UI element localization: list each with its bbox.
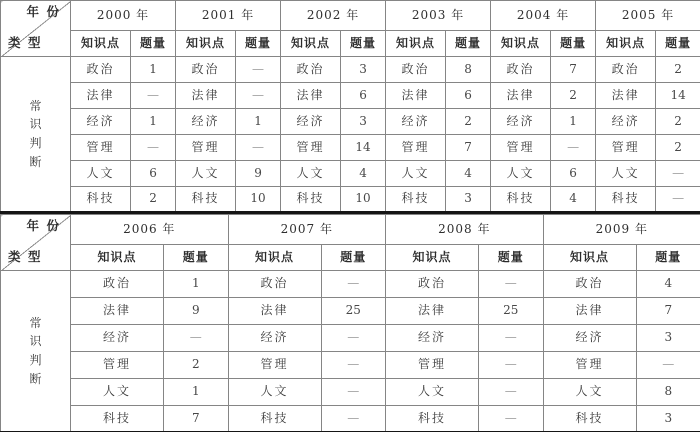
knowledge-point-cell: 经济 [386, 109, 446, 135]
quantity-cell: 25 [321, 298, 386, 325]
knowledge-point-cell: 管理 [491, 135, 551, 161]
year-header-cell: 2003 年 [386, 1, 491, 31]
knowledge-point-cell: 政治 [543, 271, 636, 298]
knowledge-point-cell: 人文 [176, 161, 236, 187]
quantity-cell: 8 [636, 379, 700, 406]
category-cell [1, 57, 71, 213]
knowledge-point-cell: 经济 [386, 325, 479, 352]
category-vertical-label: 常识判断 [29, 98, 42, 169]
quantity-cell: 14 [341, 135, 386, 161]
knowledge-point-cell: 管理 [71, 135, 131, 161]
quantity-cell: 2 [131, 187, 176, 213]
category-cell [1, 271, 71, 432]
quantity-cell: 7 [164, 406, 229, 432]
quantity-cell: 9 [236, 161, 281, 187]
quantity-cell: — [236, 83, 281, 109]
table-row [1, 135, 700, 161]
quantity-cell: 2 [656, 57, 700, 83]
knowledge-point-cell: 政治 [596, 57, 656, 83]
knowledge-point-cell: 政治 [71, 271, 164, 298]
knowledge-point-cell: 经济 [543, 325, 636, 352]
knowledge-point-cell: 法律 [228, 298, 321, 325]
quantity-cell: 6 [131, 161, 176, 187]
year-header-cell: 2002 年 [281, 1, 386, 31]
quantity-cell: — [164, 325, 229, 352]
quantity-cell: 1 [236, 109, 281, 135]
quantity-cell: — [236, 57, 281, 83]
table-row [1, 406, 700, 432]
knowledge-point-header-cell: 知识点 [176, 31, 236, 57]
knowledge-point-cell: 经济 [281, 109, 341, 135]
knowledge-point-cell: 人文 [281, 161, 341, 187]
year-header-row [1, 215, 700, 245]
quantity-cell: — [479, 352, 544, 379]
quantity-header-cell: 题量 [551, 31, 596, 57]
diagonal-header-cell [1, 1, 71, 57]
quantity-cell: — [479, 271, 544, 298]
year-header-cell: 2000 年 [71, 1, 176, 31]
quantity-cell: 9 [164, 298, 229, 325]
table-row [1, 352, 700, 379]
quantity-cell: 3 [636, 325, 700, 352]
quantity-cell: — [321, 352, 386, 379]
diagonal-header-cell [1, 215, 71, 271]
year-header-cell: 2009 年 [543, 215, 700, 245]
quantity-header-cell: 题量 [321, 245, 386, 271]
quantity-cell: 10 [236, 187, 281, 213]
knowledge-point-header-cell: 知识点 [491, 31, 551, 57]
quantity-cell: 3 [341, 57, 386, 83]
knowledge-point-header-cell: 知识点 [228, 245, 321, 271]
quantity-cell: 1 [131, 109, 176, 135]
knowledge-point-cell: 经济 [71, 109, 131, 135]
quantity-cell: — [656, 161, 700, 187]
quantity-cell: 3 [446, 187, 491, 213]
knowledge-point-cell: 政治 [491, 57, 551, 83]
category-vertical-label: 常识判断 [29, 315, 42, 386]
knowledge-point-cell: 政治 [228, 271, 321, 298]
quantity-cell: 25 [479, 298, 544, 325]
table-row [1, 109, 700, 135]
knowledge-point-cell: 管理 [228, 352, 321, 379]
type-axis-label: 类 型 [8, 250, 43, 265]
knowledge-point-header-cell: 知识点 [596, 31, 656, 57]
knowledge-point-cell: 经济 [596, 109, 656, 135]
knowledge-point-header-cell: 知识点 [71, 245, 164, 271]
quantity-cell: 2 [551, 83, 596, 109]
knowledge-point-cell: 法律 [71, 83, 131, 109]
quantity-cell: — [636, 352, 700, 379]
quantity-cell: — [321, 406, 386, 432]
knowledge-point-cell: 法律 [596, 83, 656, 109]
table-row [1, 325, 700, 352]
table-row [1, 379, 700, 406]
knowledge-point-cell: 人文 [71, 379, 164, 406]
quantity-cell: 2 [656, 109, 700, 135]
subheader-row [1, 31, 700, 57]
knowledge-point-cell: 管理 [386, 352, 479, 379]
knowledge-point-cell: 法律 [543, 298, 636, 325]
knowledge-point-cell: 科技 [71, 406, 164, 432]
quantity-cell: — [236, 135, 281, 161]
knowledge-point-cell: 法律 [386, 83, 446, 109]
quantity-cell: — [321, 271, 386, 298]
quantity-cell: 14 [656, 83, 700, 109]
quantity-header-cell: 题量 [636, 245, 700, 271]
knowledge-point-cell: 管理 [543, 352, 636, 379]
knowledge-point-cell: 科技 [281, 187, 341, 213]
year-table-2000-2005 [0, 0, 700, 214]
quantity-cell: 1 [164, 379, 229, 406]
knowledge-point-cell: 经济 [491, 109, 551, 135]
table-row [1, 187, 700, 213]
knowledge-point-cell: 法律 [281, 83, 341, 109]
quantity-cell: 2 [164, 352, 229, 379]
knowledge-point-cell: 科技 [386, 187, 446, 213]
quantity-cell: — [321, 379, 386, 406]
knowledge-point-header-cell: 知识点 [543, 245, 636, 271]
quantity-cell: — [479, 325, 544, 352]
quantity-cell: — [479, 379, 544, 406]
table-row [1, 57, 700, 83]
knowledge-point-cell: 政治 [281, 57, 341, 83]
knowledge-point-cell: 人文 [71, 161, 131, 187]
quantity-header-cell: 题量 [131, 31, 176, 57]
year-axis-label: 年 份 [26, 219, 61, 233]
year-table-2006-2009 [0, 214, 700, 432]
quantity-cell: 1 [131, 57, 176, 83]
knowledge-point-cell: 法律 [386, 298, 479, 325]
quantity-cell: — [131, 83, 176, 109]
knowledge-point-cell: 经济 [71, 325, 164, 352]
quantity-cell: 1 [551, 109, 596, 135]
knowledge-point-cell: 人文 [596, 161, 656, 187]
knowledge-point-cell: 科技 [176, 187, 236, 213]
knowledge-point-cell: 人文 [228, 379, 321, 406]
subheader-row [1, 245, 700, 271]
knowledge-point-cell: 科技 [228, 406, 321, 432]
quantity-cell: 2 [656, 135, 700, 161]
quantity-header-cell: 题量 [236, 31, 281, 57]
quantity-cell: 4 [551, 187, 596, 213]
knowledge-point-cell: 科技 [491, 187, 551, 213]
knowledge-point-header-cell: 知识点 [386, 31, 446, 57]
knowledge-point-cell: 政治 [386, 57, 446, 83]
knowledge-point-cell: 法律 [491, 83, 551, 109]
quantity-cell: 4 [341, 161, 386, 187]
year-header-cell: 2004 年 [491, 1, 596, 31]
quantity-header-cell: 题量 [164, 245, 229, 271]
knowledge-point-header-cell: 知识点 [281, 31, 341, 57]
year-axis-label: 年 份 [26, 5, 61, 19]
knowledge-point-header-cell: 知识点 [71, 31, 131, 57]
quantity-cell: — [656, 187, 700, 213]
quantity-header-cell: 题量 [446, 31, 491, 57]
knowledge-point-cell: 科技 [386, 406, 479, 432]
year-header-row [1, 1, 700, 31]
quantity-cell: 3 [636, 406, 700, 432]
knowledge-point-cell: 政治 [176, 57, 236, 83]
quantity-header-cell: 题量 [479, 245, 544, 271]
quantity-header-cell: 题量 [341, 31, 386, 57]
knowledge-point-cell: 经济 [228, 325, 321, 352]
year-header-cell: 2005 年 [596, 1, 700, 31]
knowledge-point-cell: 经济 [176, 109, 236, 135]
knowledge-point-cell: 人文 [386, 379, 479, 406]
quantity-cell: 4 [446, 161, 491, 187]
year-header-cell: 2006 年 [71, 215, 229, 245]
knowledge-point-cell: 法律 [176, 83, 236, 109]
quantity-cell: 7 [446, 135, 491, 161]
type-axis-label: 类 型 [8, 36, 43, 51]
year-header-cell: 2001 年 [176, 1, 281, 31]
quantity-cell: 4 [636, 271, 700, 298]
quantity-cell: 7 [551, 57, 596, 83]
quantity-cell: 6 [446, 83, 491, 109]
quantity-cell: 7 [636, 298, 700, 325]
knowledge-point-cell: 管理 [71, 352, 164, 379]
knowledge-point-cell: 管理 [281, 135, 341, 161]
quantity-cell: 1 [164, 271, 229, 298]
knowledge-point-cell: 人文 [543, 379, 636, 406]
knowledge-point-cell: 管理 [596, 135, 656, 161]
knowledge-point-cell: 管理 [176, 135, 236, 161]
knowledge-point-cell: 政治 [71, 57, 131, 83]
knowledge-point-cell: 人文 [491, 161, 551, 187]
knowledge-point-cell: 管理 [386, 135, 446, 161]
quantity-cell: 8 [446, 57, 491, 83]
table-row [1, 83, 700, 109]
quantity-cell: — [321, 325, 386, 352]
knowledge-point-cell: 法律 [71, 298, 164, 325]
quantity-cell: 3 [341, 109, 386, 135]
year-header-cell: 2008 年 [386, 215, 544, 245]
table-row [1, 271, 700, 298]
year-header-cell: 2007 年 [228, 215, 386, 245]
quantity-header-cell: 题量 [656, 31, 700, 57]
quantity-cell: 2 [446, 109, 491, 135]
quantity-cell: 6 [341, 83, 386, 109]
quantity-cell: — [551, 135, 596, 161]
knowledge-point-cell: 科技 [71, 187, 131, 213]
knowledge-point-header-cell: 知识点 [386, 245, 479, 271]
table-row [1, 161, 700, 187]
table-row [1, 298, 700, 325]
knowledge-point-cell: 科技 [543, 406, 636, 432]
quantity-cell: 10 [341, 187, 386, 213]
quantity-cell: — [131, 135, 176, 161]
quantity-cell: — [479, 406, 544, 432]
quantity-cell: 6 [551, 161, 596, 187]
knowledge-point-cell: 政治 [386, 271, 479, 298]
knowledge-point-cell: 科技 [596, 187, 656, 213]
knowledge-point-cell: 人文 [386, 161, 446, 187]
